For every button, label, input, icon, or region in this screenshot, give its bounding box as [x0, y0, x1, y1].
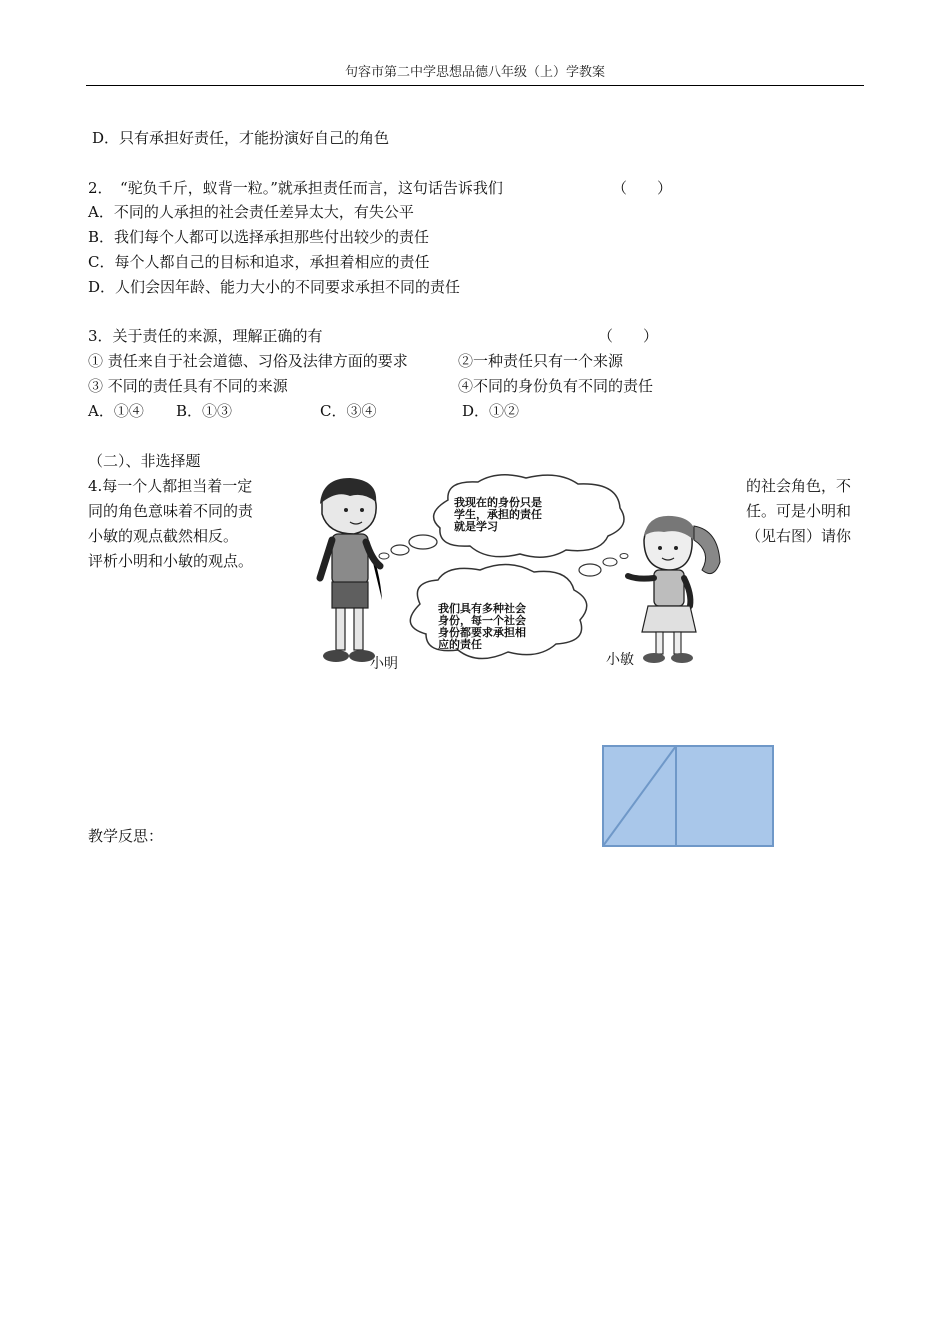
- bubble-bottom-line-2: 身份，每一个社会: [438, 614, 526, 627]
- divided-rectangle-shape: [602, 745, 774, 847]
- q1-option-d: D．只有承担好责任，才能扮演好自己的角色: [92, 129, 390, 147]
- bubble-top-line-3: 就是学习: [454, 520, 498, 533]
- boy-illustration: [320, 478, 382, 662]
- q3-item-2: ②一种责任只有一个来源: [458, 352, 624, 370]
- q2-option-a: A．不同的人承担的社会责任差异太大，有失公平: [88, 203, 414, 221]
- q3-answer-a: A．①④: [88, 402, 144, 420]
- thought-bubble-bottom: [410, 554, 628, 659]
- section-title: （二）、非选择题: [88, 452, 201, 470]
- q3-item-3: ③ 不同的责任具有不同的来源: [88, 377, 288, 395]
- q3-answer-paren: （ ）: [598, 327, 659, 345]
- q4-right-line-3: （见右图）请你: [746, 527, 852, 545]
- q2-option-b: B．我们每个人都可以选择承担那些付出较少的责任: [88, 228, 430, 246]
- q3-item-4: ④不同的身份负有不同的责任: [458, 377, 654, 395]
- q2-stem: 2． “驼负千斤，蚁背一粒。”就承担责任而言，这句话告诉我们: [88, 179, 503, 197]
- teaching-reflection-label: 教学反思：: [88, 827, 164, 845]
- q4-left-line-1: 4.每一个人都担当着一定: [88, 477, 253, 495]
- label-xiaomin: 小敏: [606, 652, 634, 668]
- q4-right-line-2: 任。可是小明和: [746, 502, 852, 520]
- bubble-bottom-line-1: 我们具有多种社会: [438, 602, 526, 615]
- q2-option-d: D．人们会因年龄、能力大小的不同要求承担不同的责任: [88, 278, 461, 296]
- girl-illustration: [628, 516, 720, 663]
- q3-answer-b: B．①③: [176, 402, 233, 420]
- rectangle: [603, 746, 773, 846]
- q3-answer-c: C．③④: [320, 402, 377, 420]
- label-xiaoming: 小明: [370, 656, 398, 672]
- q2-option-c: C．每个人都自己的目标和追求，承担着相应的责任: [88, 253, 430, 271]
- cartoon-figure: [298, 470, 728, 676]
- thought-bubble-top: [379, 475, 624, 559]
- q4-left-line-2: 同的角色意味着不同的责: [88, 502, 254, 520]
- q4-left-line-4: 评析小明和小敏的观点。: [88, 552, 254, 570]
- bubble-bottom-line-3: 身份都要求承担相: [438, 626, 526, 639]
- q4-left-line-3: 小敏的观点截然相反。: [88, 527, 239, 545]
- q2-answer-paren: （ ）: [612, 179, 673, 197]
- q3-stem: 3．关于责任的来源，理解正确的有: [88, 327, 323, 345]
- bubble-top-line-1: 我现在的身份只是: [454, 496, 542, 509]
- q3-item-1: ① 责任来自于社会道德、习俗及法律方面的要求: [88, 352, 408, 370]
- q4-right-line-1: 的社会角色，不: [746, 477, 852, 495]
- bubble-top-line-2: 学生，承担的责任: [454, 508, 542, 521]
- bubble-bottom-line-4: 应的责任: [438, 638, 482, 651]
- q3-answer-d: D．①②: [462, 402, 520, 420]
- page-header: 句容市第二中学思想品德八年级（上）学教案: [86, 64, 864, 86]
